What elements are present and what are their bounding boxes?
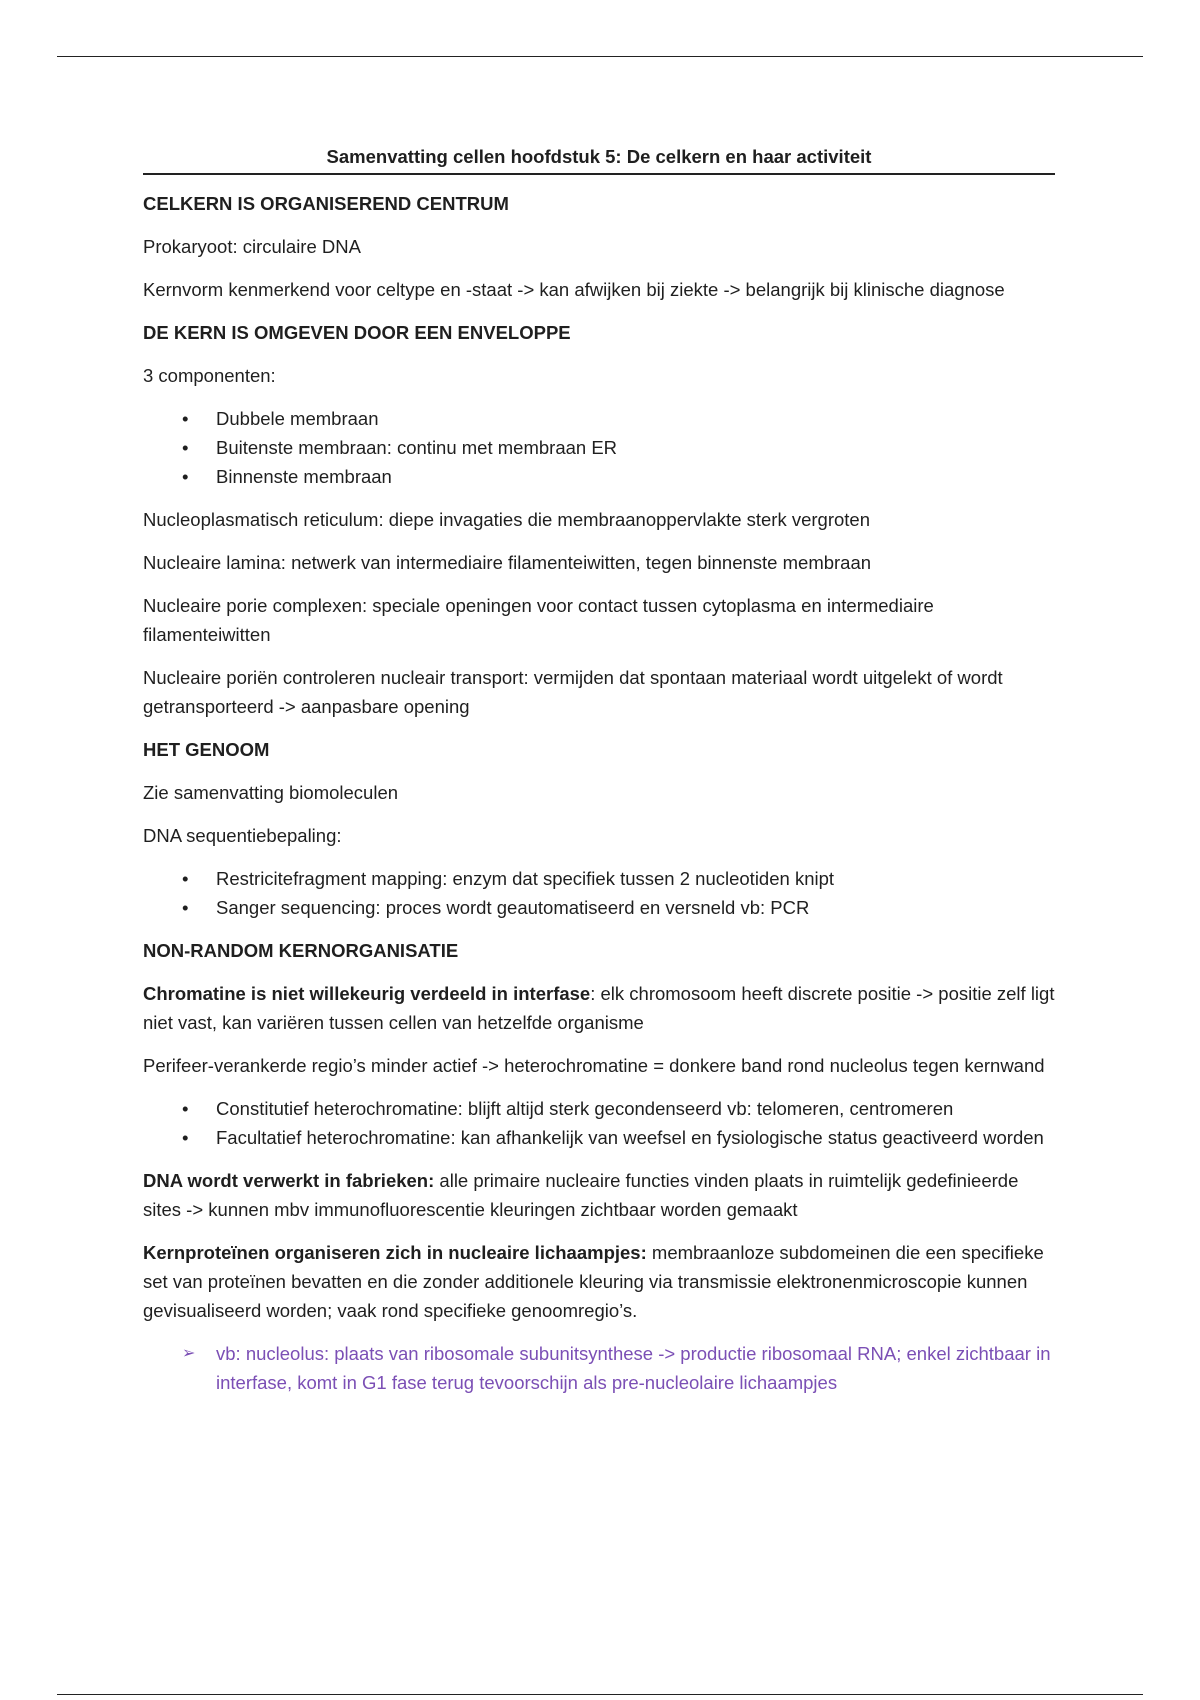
bullet-icon: •	[182, 868, 189, 889]
bullet-icon: •	[182, 437, 189, 458]
list-item: • Facultatief heterochromatine: kan afhankelijk van weefsel en fysiologische status geactiveerd worden	[143, 1123, 1055, 1152]
paragraph: Nucleoplasmatisch reticulum: diepe invagaties die membraanoppervlakte sterk vergroten	[143, 509, 871, 530]
bullet-list	[143, 1094, 1055, 1152]
bullet-icon: •	[182, 1127, 189, 1148]
bullet-icon: •	[182, 408, 189, 429]
paragraph: Zie samenvatting biomoleculen	[143, 782, 399, 803]
paragraph: Nucleaire poriën controleren nucleair transport: vermijden dat spontaan materiaal wordt uitgelekt of wordt getransporteerd -> aanpasbare opening	[143, 667, 1003, 717]
paragraph: Chromatine is niet willekeurig verdeeld in interfase: elk chromosoom heeft discrete positie -> positie zelf ligt niet vast, kan variëren tussen cellen van hetzelfde organisme	[143, 983, 1055, 1033]
section-heading-enveloppe: DE KERN IS OMGEVEN DOOR EEN ENVELOPPE	[143, 322, 571, 343]
list-item: • Constitutief heterochromatine: blijft altijd sterk gecondenseerd vb: telomeren, centromeren	[143, 1094, 1055, 1123]
list-item: • Sanger sequencing: proces wordt geautomatiseerd en versneld vb: PCR	[143, 893, 1055, 922]
document-title: Samenvatting cellen hoofdstuk 5: De celkern en haar activiteit	[143, 142, 1055, 175]
list-item: • Buitenste membraan: continu met membraan ER	[143, 433, 1055, 462]
bullet-list	[143, 864, 1055, 922]
paragraph: Nucleaire lamina: netwerk van intermediaire filamenteiwitten, tegen binnenste membraan	[143, 552, 872, 573]
bullet-icon: •	[182, 1098, 189, 1119]
list-item: • Restricitefragment mapping: enzym dat specifiek tussen 2 nucleotiden knipt	[143, 864, 1055, 893]
section-heading-celkern: CELKERN IS ORGANISEREND CENTRUM	[143, 193, 509, 214]
paragraph: 3 componenten:	[143, 365, 276, 386]
arrow-bullet-icon: ➢	[182, 1345, 196, 1362]
section-heading-kernorganisatie: NON-RANDOM KERNORGANISATIE	[143, 940, 459, 961]
paragraph: DNA sequentiebepaling:	[143, 825, 342, 846]
list-item: ➢ vb: nucleolus: plaats van ribosomale subunitsynthese -> productie ribosomaal RNA; enkel zichtbaar in interfase, komt in G1 fase terug tevoorschijn als pre-nucleolaire lichaampjes	[143, 1339, 1055, 1397]
paragraph: Kernvorm kenmerkend voor celtype en -staat -> kan afwijken bij ziekte -> belangrijk bij klinische diagnose	[143, 279, 1005, 300]
list-item: • Binnenste membraan	[143, 462, 1055, 491]
paragraph: Perifeer-verankerde regio’s minder actief -> heterochromatine = donkere band rond nucleolus tegen kernwand	[143, 1055, 1045, 1076]
bullet-icon: •	[182, 897, 189, 918]
arrow-list	[143, 1339, 1055, 1397]
page-top-rule	[57, 56, 1143, 57]
section-heading-genoom: HET GENOOM	[143, 739, 270, 760]
document-body	[143, 142, 1055, 1411]
paragraph: Nucleaire porie complexen: speciale openingen voor contact tussen cytoplasma en intermediaire filamenteiwitten	[143, 595, 934, 645]
page-bottom-rule	[57, 1694, 1143, 1695]
bullet-list	[143, 404, 1055, 491]
paragraph: Kernproteïnen organiseren zich in nucleaire lichaampjes: membraanloze subdomeinen die een specifieke set van proteïnen bevatten en die zonder additionele kleuring via transmissie elektronenmicroscopie kunnen gevisualiseerd worden; vaak rond specifieke genoomregio’s.	[143, 1242, 1044, 1321]
paragraph: DNA wordt verwerkt in fabrieken: alle primaire nucleaire functies vinden plaats in ruimtelijk gedefinieerde sites -> kunnen mbv immunofluorescentie kleuringen zichtbaar worden gemaakt	[143, 1170, 1019, 1220]
list-item: • Dubbele membraan	[143, 404, 1055, 433]
paragraph: Prokaryoot: circulaire DNA	[143, 236, 361, 257]
bullet-icon: •	[182, 466, 189, 487]
